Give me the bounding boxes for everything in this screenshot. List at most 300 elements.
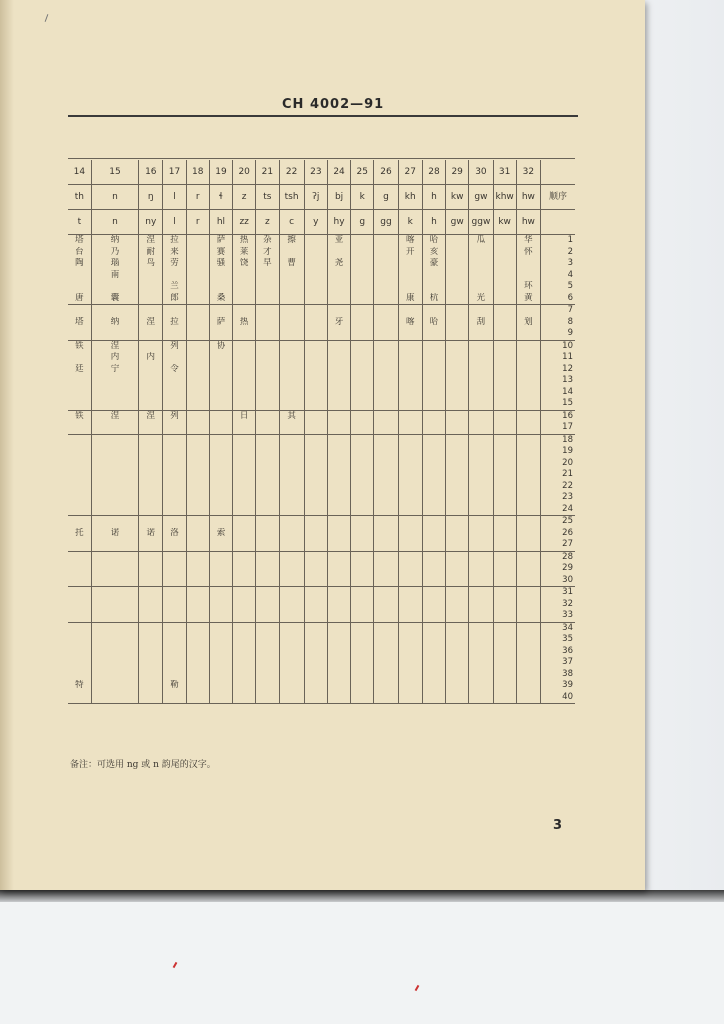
table-cell: [91, 387, 138, 399]
table-cell: [304, 551, 327, 563]
table-cell: [398, 458, 422, 470]
table-cell: [139, 622, 163, 634]
table-cell: [493, 610, 516, 622]
table-cell: [279, 622, 304, 634]
table-cell: 亚: [327, 235, 350, 247]
table-cell: [493, 352, 516, 364]
table-cell: [516, 387, 540, 399]
table-cell: [68, 646, 91, 658]
table-cell: [186, 258, 209, 270]
table-cell: 索: [209, 528, 232, 540]
table-cell: [304, 504, 327, 516]
col-number: 18: [186, 160, 209, 185]
table-cell: [398, 680, 422, 692]
table-cell: [516, 622, 540, 634]
table-cell: [493, 410, 516, 422]
table-cell: [516, 410, 540, 422]
table-cell: [422, 340, 445, 352]
table-cell: [68, 352, 91, 364]
table-cell: [279, 599, 304, 611]
col-number: 20: [233, 160, 256, 185]
row-number: 6: [540, 293, 575, 305]
latin-label-alt: zz: [233, 210, 256, 235]
table-cell: [279, 398, 304, 410]
table-cell: [209, 446, 232, 458]
latin-label-alt: ny: [139, 210, 163, 235]
table-cell: [279, 422, 304, 434]
table-cell: [422, 528, 445, 540]
table-cell: [233, 563, 256, 575]
table-cell: 日: [233, 410, 256, 422]
table-cell: [186, 634, 209, 646]
table-cell: [304, 281, 327, 293]
table-cell: [209, 398, 232, 410]
latin-label-alt: g: [351, 210, 374, 235]
latin-label: ʔj: [304, 185, 327, 210]
table-cell: [233, 458, 256, 470]
table-cell: [422, 634, 445, 646]
table-cell: [139, 398, 163, 410]
table-cell: [374, 247, 398, 259]
table-cell: [186, 587, 209, 599]
table-cell: [68, 563, 91, 575]
table-cell: [422, 481, 445, 493]
table-cell: [422, 504, 445, 516]
table-cell: 饶: [233, 258, 256, 270]
table-cell: [516, 528, 540, 540]
table-cell: [374, 516, 398, 528]
latin-label: ɬ: [209, 185, 232, 210]
table-cell: [163, 599, 186, 611]
table-cell: [469, 504, 493, 516]
table-cell: [493, 539, 516, 551]
table-cell: [209, 328, 232, 340]
table-cell: [469, 434, 493, 446]
table-cell: [327, 575, 350, 587]
table-cell: [233, 434, 256, 446]
table-cell: [374, 504, 398, 516]
latin-label: k: [351, 185, 374, 210]
table-cell: [351, 387, 374, 399]
table-cell: [374, 258, 398, 270]
table-cell: [233, 528, 256, 540]
table-cell: [493, 599, 516, 611]
table-cell: [469, 539, 493, 551]
table-cell: [327, 247, 350, 259]
table-cell: [327, 539, 350, 551]
table-cell: [209, 305, 232, 317]
table-cell: [91, 657, 138, 669]
table-cell: [446, 634, 469, 646]
table-cell: [351, 680, 374, 692]
table-cell: [422, 398, 445, 410]
table-cell: [304, 610, 327, 622]
table-cell: [91, 669, 138, 681]
table-cell: [163, 563, 186, 575]
table-cell: [304, 646, 327, 658]
table-cell: [186, 235, 209, 247]
table-cell: [68, 692, 91, 704]
table-cell: [256, 340, 279, 352]
table-cell: 莱: [233, 247, 256, 259]
table-cell: [493, 434, 516, 446]
table-cell: [327, 622, 350, 634]
latin-label-alt: k: [398, 210, 422, 235]
table-cell: [469, 398, 493, 410]
table-row: [68, 481, 575, 493]
table-cell: [422, 469, 445, 481]
table-row: [68, 305, 575, 317]
table-cell: [304, 469, 327, 481]
table-cell: 瑙: [91, 258, 138, 270]
table-cell: [163, 458, 186, 470]
table-cell: 黄: [516, 293, 540, 305]
table-cell: 诺: [91, 528, 138, 540]
table-cell: 骚: [209, 258, 232, 270]
table-cell: [163, 539, 186, 551]
table-cell: [256, 317, 279, 329]
table-cell: [68, 551, 91, 563]
character-table: [68, 160, 575, 704]
table-cell: [209, 270, 232, 282]
table-cell: [163, 492, 186, 504]
table-cell: 拉: [163, 317, 186, 329]
table-cell: [351, 587, 374, 599]
table-cell: [374, 646, 398, 658]
table-cell: [327, 270, 350, 282]
table-cell: [374, 528, 398, 540]
table-cell: [469, 610, 493, 622]
table-cell: [304, 258, 327, 270]
table-cell: [327, 669, 350, 681]
table-cell: [279, 328, 304, 340]
table-cell: [374, 317, 398, 329]
table-cell: [256, 364, 279, 376]
table-cell: [279, 434, 304, 446]
latin-label-alt: y: [304, 210, 327, 235]
table-cell: [516, 504, 540, 516]
table-cell: [374, 610, 398, 622]
table-cell: [469, 328, 493, 340]
table-cell: [327, 587, 350, 599]
table-cell: [493, 657, 516, 669]
table-cell: [256, 281, 279, 293]
table-cell: [256, 375, 279, 387]
table-cell: [398, 410, 422, 422]
table-cell: [422, 551, 445, 563]
table-cell: 台: [75, 246, 84, 257]
table-cell: [279, 528, 304, 540]
table-cell: [374, 410, 398, 422]
table-cell: [304, 481, 327, 493]
col-number: 25: [351, 160, 374, 185]
table-row: [68, 446, 575, 458]
table-cell: [209, 692, 232, 704]
table-cell: [304, 328, 327, 340]
table-cell: [139, 446, 163, 458]
table-cell: [374, 446, 398, 458]
table-cell: [351, 528, 374, 540]
table-cell: [304, 516, 327, 528]
table-cell: [209, 599, 232, 611]
page-spine: [0, 0, 14, 890]
table-cell: [139, 364, 163, 376]
table-row: [68, 458, 575, 470]
table-cell: [493, 293, 516, 305]
table-cell: [374, 235, 398, 247]
table-cell: 其: [279, 410, 304, 422]
table-cell: [327, 458, 350, 470]
table-cell: [91, 587, 138, 599]
table-cell: [469, 375, 493, 387]
table-cell: [186, 692, 209, 704]
table-cell: [351, 410, 374, 422]
table-cell: [304, 599, 327, 611]
table-cell: [469, 340, 493, 352]
table-cell: [351, 634, 374, 646]
table-cell: [233, 680, 256, 692]
table-cell: [493, 247, 516, 259]
table-cell: [139, 680, 163, 692]
table-cell: [304, 539, 327, 551]
table-cell: [91, 516, 138, 528]
table-cell: [351, 317, 374, 329]
table-cell: [256, 398, 279, 410]
table-cell: [279, 646, 304, 658]
table-cell: [351, 575, 374, 587]
table-cell: [516, 398, 540, 410]
table-cell: [279, 364, 304, 376]
table-row: [68, 398, 575, 410]
table-cell: [469, 622, 493, 634]
table-cell: [233, 398, 256, 410]
table-cell: [233, 469, 256, 481]
table-cell: [163, 270, 186, 282]
table-cell: 尧: [327, 258, 350, 270]
table-cell: [304, 270, 327, 282]
table-cell: [163, 692, 186, 704]
table-cell: [209, 375, 232, 387]
row-number: 36: [540, 646, 575, 658]
table-cell: [446, 281, 469, 293]
table-cell: [351, 340, 374, 352]
table-cell: [327, 492, 350, 504]
table-cell: [516, 563, 540, 575]
table-cell: [469, 575, 493, 587]
table-row: [68, 422, 575, 434]
table-cell: [327, 328, 350, 340]
row-number: 17: [540, 422, 575, 434]
table-cell: [163, 622, 186, 634]
table-cell: [186, 434, 209, 446]
table-cell: [351, 504, 374, 516]
table-cell: [186, 352, 209, 364]
table-cell: [233, 446, 256, 458]
table-cell: 宁: [91, 364, 138, 376]
table-cell: 托: [75, 527, 84, 538]
table-cell: [279, 575, 304, 587]
table-cell: [186, 375, 209, 387]
table-cell: [327, 469, 350, 481]
table-cell: [327, 610, 350, 622]
table-cell: [374, 599, 398, 611]
col-number: 24: [327, 160, 350, 185]
table-row: [68, 516, 575, 528]
table-cell: [469, 599, 493, 611]
table-cell: 协: [209, 340, 232, 352]
table-cell: [304, 235, 327, 247]
table-cell: [469, 270, 493, 282]
table-cell: [209, 281, 232, 293]
table-cell: [209, 458, 232, 470]
table-cell: [139, 422, 163, 434]
table-cell: [68, 539, 91, 551]
table-cell: [91, 458, 138, 470]
table-cell: [374, 375, 398, 387]
table-cell: [68, 458, 91, 470]
table-cell: [256, 528, 279, 540]
table-cell: [516, 328, 540, 340]
table-cell: 擦: [279, 235, 304, 247]
table-cell: [233, 551, 256, 563]
table-cell: [327, 634, 350, 646]
table-cell: [398, 469, 422, 481]
table-row: [68, 434, 575, 446]
table-cell: [422, 364, 445, 376]
table-cell: [163, 587, 186, 599]
table-cell: [327, 481, 350, 493]
table-cell: [374, 481, 398, 493]
table-cell: [68, 610, 91, 622]
table-cell: [422, 669, 445, 681]
table-row: [68, 387, 575, 399]
table-cell: [304, 669, 327, 681]
table-cell: [374, 680, 398, 692]
table-cell: 鸟: [139, 258, 163, 270]
table-cell: [68, 492, 91, 504]
table-cell: [446, 504, 469, 516]
table-row: [68, 410, 575, 422]
table-cell: 涅: [139, 235, 163, 247]
table-cell: [163, 551, 186, 563]
row-number: 34: [540, 622, 575, 634]
latin-label-alt: hw: [516, 210, 540, 235]
table-row: [68, 504, 575, 516]
table-cell: [374, 492, 398, 504]
table-cell: [469, 587, 493, 599]
table-cell: [304, 680, 327, 692]
table-cell: [68, 575, 91, 587]
table-cell: [374, 469, 398, 481]
table-cell: [279, 469, 304, 481]
table-row: [68, 563, 575, 575]
table-cell: [446, 692, 469, 704]
table-cell: [186, 646, 209, 658]
table-cell: [279, 317, 304, 329]
table-cell: 洛: [163, 528, 186, 540]
table-cell: [493, 375, 516, 387]
table-cell: [279, 446, 304, 458]
table-cell: [374, 387, 398, 399]
table-cell: [516, 634, 540, 646]
table-cell: [398, 634, 422, 646]
table-cell: [186, 563, 209, 575]
row-number: 20: [540, 458, 575, 470]
table-cell: [68, 622, 91, 634]
table-cell: [351, 492, 374, 504]
table-cell: [304, 387, 327, 399]
table-cell: [304, 657, 327, 669]
table-cell: 赛: [209, 247, 232, 259]
table-cell: [351, 434, 374, 446]
table-cell: [256, 293, 279, 305]
table-cell: [516, 352, 540, 364]
table-cell: [279, 375, 304, 387]
table-cell: [209, 563, 232, 575]
table-cell: [279, 587, 304, 599]
table-cell: [233, 669, 256, 681]
table-cell: [256, 599, 279, 611]
table-cell: [446, 599, 469, 611]
table-cell: [422, 622, 445, 634]
table-cell: [233, 305, 256, 317]
table-cell: [256, 387, 279, 399]
table-cell: [446, 328, 469, 340]
table-cell: [327, 680, 350, 692]
table-cell: [422, 680, 445, 692]
table-cell: [398, 610, 422, 622]
table-cell: [516, 340, 540, 352]
table-cell: [304, 622, 327, 634]
table-cell: [163, 352, 186, 364]
table-cell: [91, 680, 138, 692]
table-cell: [422, 328, 445, 340]
table-cell: [516, 469, 540, 481]
latin-label-alt: gg: [374, 210, 398, 235]
table-cell: 勒: [163, 680, 186, 692]
row-number: 39: [540, 680, 575, 692]
table-row: [68, 528, 575, 540]
table-cell: [446, 622, 469, 634]
table-cell: [422, 270, 445, 282]
table-row: [68, 293, 575, 305]
table-cell: [209, 680, 232, 692]
table-cell: [304, 317, 327, 329]
table-row: [68, 575, 575, 587]
table-cell: [446, 657, 469, 669]
table-cell: [516, 364, 540, 376]
table-cell: 开: [398, 247, 422, 259]
table-cell: [351, 692, 374, 704]
table-cell: [186, 410, 209, 422]
col-number: 23: [304, 160, 327, 185]
table-cell: [469, 669, 493, 681]
table-cell: [233, 481, 256, 493]
table-cell: [422, 281, 445, 293]
table-cell: [374, 281, 398, 293]
latin-label: bj: [327, 185, 350, 210]
table-cell: [256, 410, 279, 422]
table-cell: [233, 646, 256, 658]
table-cell: 涅: [91, 340, 138, 352]
table-row: [68, 328, 575, 340]
table-cell: [163, 469, 186, 481]
table-cell: [398, 599, 422, 611]
table-cell: [304, 305, 327, 317]
table-cell: [446, 446, 469, 458]
table-cell: [91, 634, 138, 646]
table-cell: [139, 328, 163, 340]
